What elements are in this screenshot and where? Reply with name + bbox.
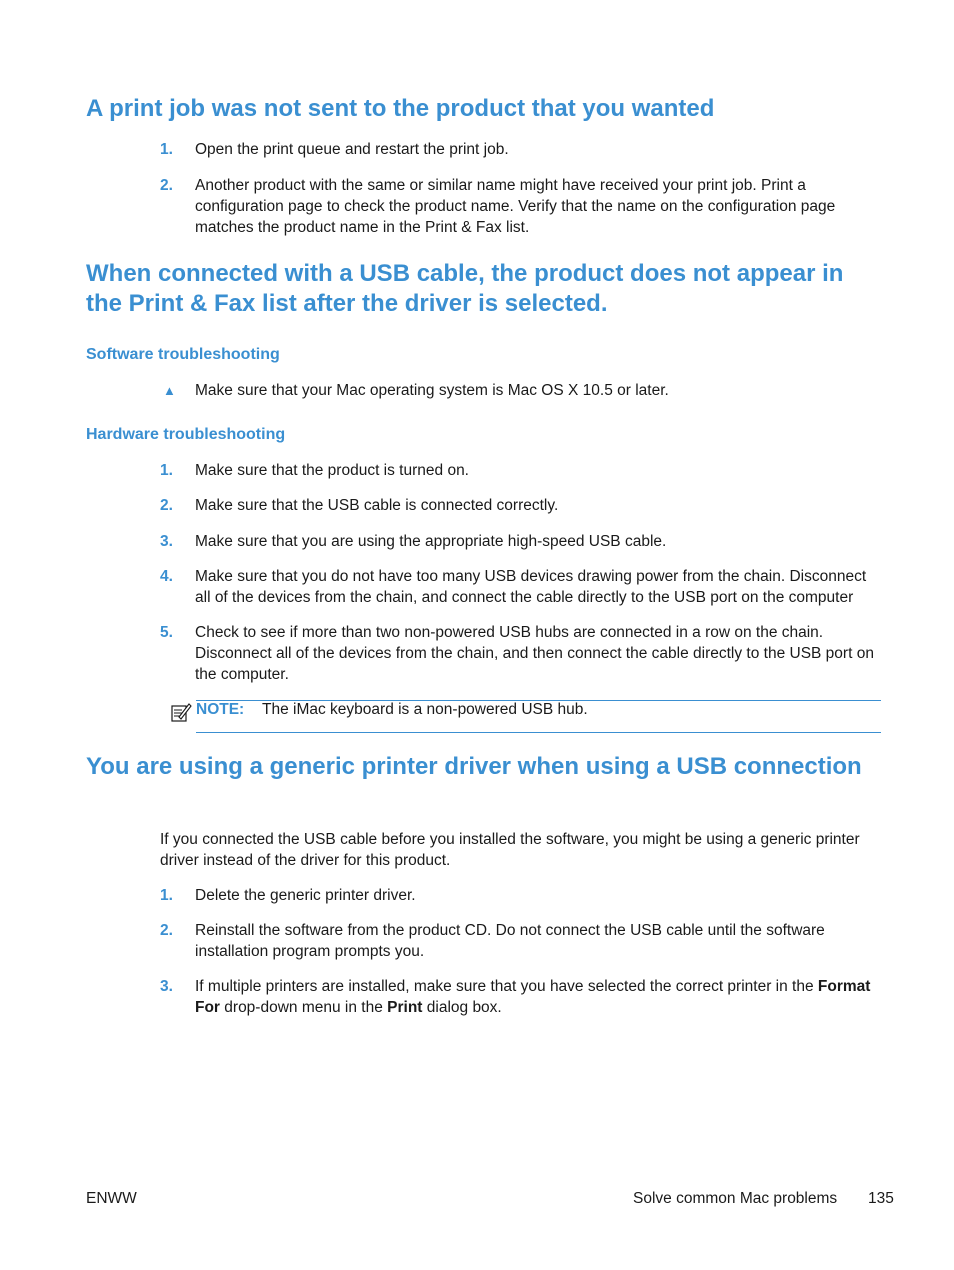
note-pencil-icon [170, 701, 192, 723]
step-number: 3. [160, 533, 173, 550]
step-number: 5. [160, 624, 173, 641]
step-text: Make sure that you do not have too many USB devices drawing power from the chain. Disconnect all of the devices from the chain, and connect the cable directly to the USB port on the computer [195, 568, 867, 606]
heading-usb-not-in-list: When connected with a USB cable, the product does not appear in the Print & Fax list after the driver is selected. [86, 260, 844, 317]
heading-hardware-troubleshooting: Hardware troubleshooting [86, 426, 286, 443]
dialog-name-print: Print [387, 999, 423, 1016]
list-item [160, 175, 885, 238]
heading-software-troubleshooting: Software troubleshooting [86, 346, 280, 363]
step-text [195, 976, 885, 1018]
page-number: 135 [868, 1190, 894, 1207]
heading-generic-driver: You are using a generic printer driver when using a USB connection [86, 753, 862, 780]
step-number: 2. [160, 177, 173, 194]
note-bottom-rule [196, 732, 881, 733]
step-number: 2. [160, 922, 173, 939]
list-item [160, 139, 885, 160]
step-text: Delete the generic printer driver. [195, 887, 416, 904]
list-item [160, 622, 885, 685]
step-text-part: drop-down menu in the [224, 999, 383, 1016]
step-number: 3. [160, 978, 173, 995]
step-number: 4. [160, 568, 173, 585]
heading-print-job-not-sent: A print job was not sent to the product that you wanted [86, 95, 715, 122]
footer-section-title: Solve common Mac problems [633, 1190, 838, 1207]
list-item [160, 531, 885, 552]
list-item [160, 460, 885, 481]
note-text: The iMac keyboard is a non-powered USB hub. [262, 701, 588, 718]
list-item [160, 976, 885, 1018]
step-text: Make sure that the product is turned on. [195, 462, 469, 479]
step-text: Make sure that the USB cable is connected correctly. [195, 497, 559, 514]
step-number: 1. [160, 141, 173, 158]
step-number: 2. [160, 497, 173, 514]
step-text-part: If multiple printers are installed, make sure that you have selected the correct printer in the [195, 978, 814, 995]
list-item [160, 566, 885, 608]
note-label: NOTE: [196, 701, 245, 718]
step-number: 1. [160, 462, 173, 479]
step-text-part: dialog box. [426, 999, 502, 1016]
footer-left: ENWW [86, 1190, 137, 1207]
list-item [160, 885, 885, 906]
step-number: 1. [160, 887, 173, 904]
intro-paragraph: If you connected the USB cable before you installed the software, you might be using a generic printer driver instead of the driver for this product. [160, 831, 860, 869]
list-item [160, 495, 885, 516]
triangle-bullet-icon: ▲ [163, 383, 176, 398]
step-text: Check to see if more than two non-powered USB hubs are connected in a row on the chain. Disconnect all of the devices from the chain, and then connect the cable directly to the USB port on the computer. [195, 624, 874, 683]
step-text: Make sure that your Mac operating system is Mac OS X 10.5 or later. [195, 382, 669, 399]
step-text: Another product with the same or similar name might have received your print job. Print a configuration page to check the product name. Verify that the name on the configuration page matches the product name in the Print & Fax list. [195, 177, 836, 236]
step-text: Make sure that you are using the appropriate high-speed USB cable. [195, 533, 667, 550]
list-item [160, 920, 885, 962]
step-text: Reinstall the software from the product CD. Do not connect the USB cable until the software installation program prompts you. [195, 922, 825, 960]
step-text: Open the print queue and restart the print job. [195, 141, 509, 158]
list-item [160, 380, 885, 401]
menu-name-format-for: Format For [195, 978, 871, 1016]
